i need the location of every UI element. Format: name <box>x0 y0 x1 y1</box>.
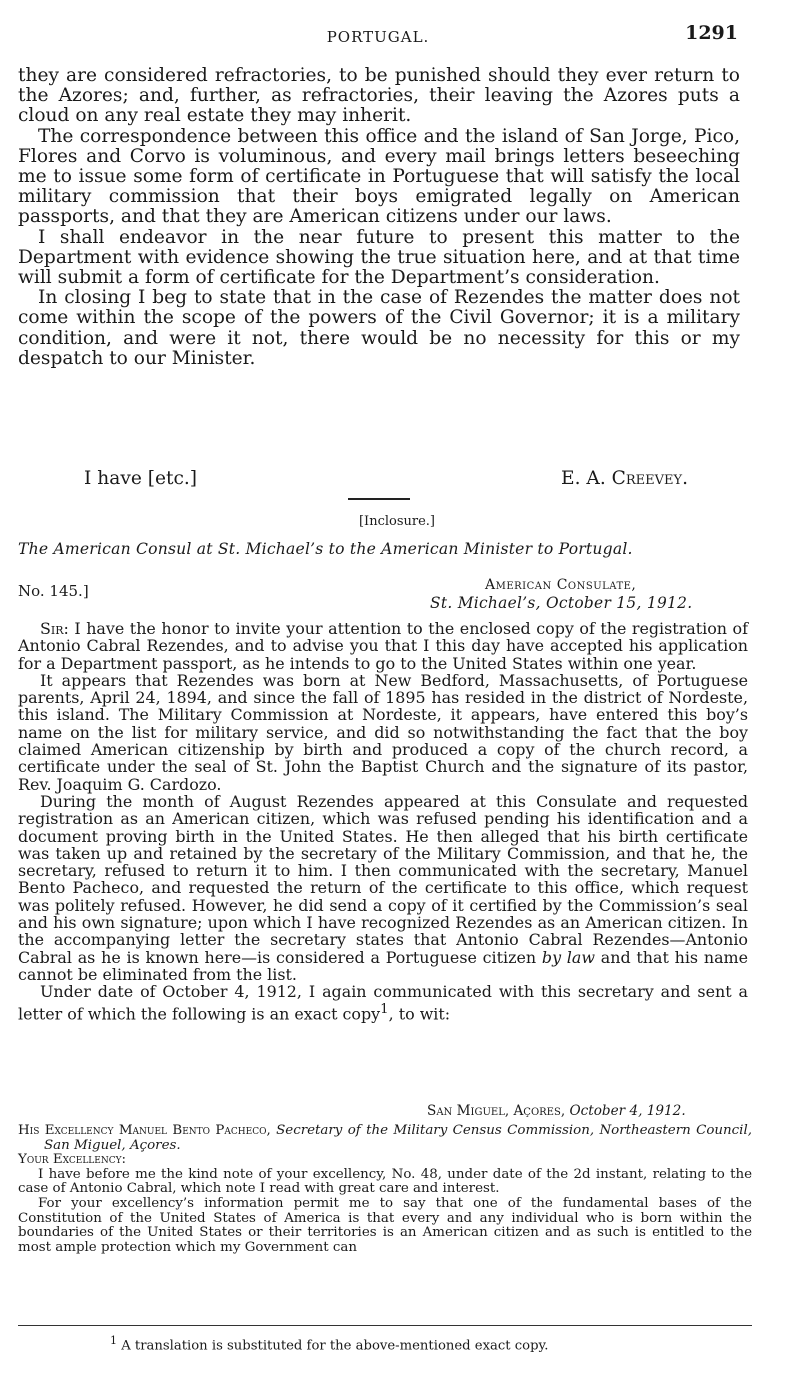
addressee-title: His Excellency Manuel Bento Pacheco, <box>18 1123 271 1138</box>
inclosure-subheading: The American Consul at St. Michael’s to the American Minister to Portugal. <box>18 540 633 558</box>
closing-row <box>18 468 740 490</box>
quoted-dateline-place: San Miguel, Açores, <box>427 1103 566 1119</box>
footnote-text: A translation is substituted for the above-mentioned exact copy. <box>121 1338 549 1354</box>
letter-paragraph-2: The correspondence between this office and the island of San Jorge, Pico, Flores and Corvo is voluminous, and every mail brings letters beseeching me to issue some form of certificate in Portuguese that will satisfy the local military commission that their boys emigrated legally on American passports, and that they are American citizens under our laws. <box>18 125 740 228</box>
inclosure-paragraph-4-end: , to wit: <box>388 1003 451 1023</box>
page-number: 1291 <box>685 22 738 44</box>
inclosure-paragraph-3-end: and that his name cannot be eliminated from the list. <box>18 947 749 984</box>
inclosure-paragraph-4-text: Under date of October 4, 1912, I again communicated with this secretary and sent a letter of which the following is an exact copy <box>18 982 748 1023</box>
footnote-reference[interactable]: 1 <box>380 1001 389 1017</box>
inclosure-paragraph-1-text: I have the honor to invite your attention to the enclosed copy of the registration of Antonio Cabral Rezendes, and to advise you that I this day have accepted his application for a Department passport, as he intends to go to the United States within one year. <box>18 619 748 673</box>
by-law-emphasis: by law <box>541 947 595 967</box>
signature: E. A. Creevey. <box>561 468 689 489</box>
consulate-heading: American Consulate, <box>485 577 637 593</box>
quoted-dateline <box>427 1103 686 1119</box>
section-divider <box>348 498 410 500</box>
letter-paragraph-3: I shall endeavor in the near future to present this matter to the Department with evidence showing the true situation here, and at that time will submit a form of certificate for the Department’s consideration. <box>18 226 740 289</box>
quoted-salutation: Your Excellency: <box>18 1152 127 1168</box>
running-title: PORTUGAL. <box>326 28 430 46</box>
quoted-letter <box>18 1124 752 1255</box>
footnote-mark: 1 <box>110 1334 117 1347</box>
quoted-dateline-date: October 4, 1912. <box>569 1103 686 1119</box>
place-date-line: St. Michael’s, October 15, 1912. <box>430 594 693 612</box>
salutation: Sir: <box>40 619 69 638</box>
inclosure-paragraph-3 <box>18 793 748 983</box>
inclosure-paragraph-4 <box>18 983 748 1022</box>
despatch-number: No. 145.] <box>18 582 89 600</box>
inclosure-paragraph-1 <box>18 620 748 672</box>
quoted-addressee <box>18 1124 752 1153</box>
inclosure-paragraph-3-text: During the month of August Rezendes appeared at this Consulate and requested registration as an American citizen, which was refused pending his identification and a document proving birth in the United States. He then alleged that his birth certificate was taken up and retained by the secretary of the Military Commission, and that he, the secretary, refused to return it to him. I then communicated with the secretary, Manuel Bento Pacheco, and requested the return of the certificate to this office, which request was politely refused. However, he did send a copy of it certified by the Commission’s seal and his own signature; upon which I have recognized Rezendes as an American citizen. In the accompanying letter the secretary states that Antonio Cabral Rezendes—Antonio Cabral as he is known here—is considered a Portuguese citizen <box>18 791 748 967</box>
page-header <box>18 22 738 50</box>
addressee-role: Secretary of the Military Census Commission, Northeastern Council, San Miguel, Açores. <box>44 1123 752 1153</box>
footnote-rule <box>18 1325 752 1326</box>
quoted-paragraph-2: For your excellency’s information permit me to say that one of the fundamental bases of the Constitution of the United States of America is that every and any individual who is born within the boundaries of the United States or their territories is an American citizen and as such is entitled to the most ample protection which my Government can <box>18 1195 752 1255</box>
letter-paragraph-4: In closing I beg to state that in the case of Rezendes the matter does not come within the scope of the powers of the Civil Governor; it is a military condition, and were it not, there would be no necessity for this or my despatch to our Minister. <box>18 287 740 369</box>
footnote <box>110 1334 548 1353</box>
letter-body <box>18 66 740 369</box>
quoted-paragraph-1: I have before me the kind note of your excellency, No. 48, under date of the 2d instant, relating to the case of Antonio Cabral, which note I read with great care and interest. <box>18 1166 752 1197</box>
inclosure-label: [Inclosure.] <box>358 514 435 529</box>
inclosure-body <box>18 620 748 1022</box>
inclosure-paragraph-2: It appears that Rezendes was born at New Bedford, Massachusetts, of Portuguese parents, April 24, 1894, and since the fall of 1895 has resided in the district of Nordeste, this island. The Military Commission at Nordeste, it appears, have entered this boy’s name on the list for military service, and did so notwithstanding the fact that the boy claimed American citizenship by birth and produced a copy of the church record, a certificate under the seal of St. John the Baptist Church and the signature of its pastor, Rev. Joaquim G. Cardozo. <box>18 670 748 794</box>
closing-text: I have [etc.] <box>84 468 198 489</box>
letter-paragraph-1: they are considered refractories, to be punished should they ever return to the Azores; and, further, as refractories, their leaving the Azores puts a cloud on any real estate they may inherit. <box>18 65 740 127</box>
